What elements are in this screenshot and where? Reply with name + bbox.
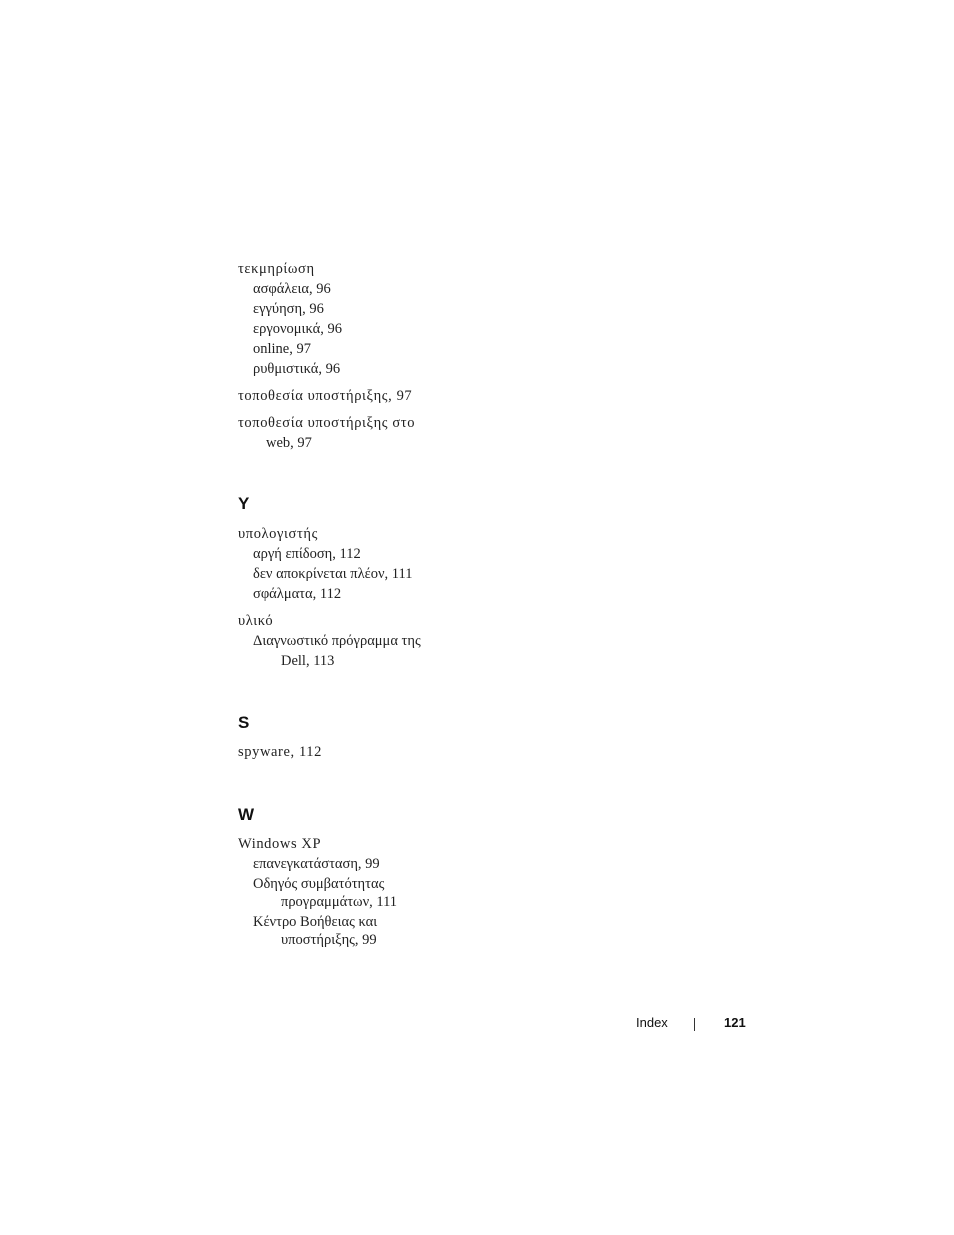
index-term-continuation: web, 97 (266, 435, 312, 451)
index-subterm: επανεγκατάσταση, 99 (253, 856, 380, 872)
index-section-y (238, 524, 498, 671)
index-subterm: Κέντρο Βοήθειας και (253, 914, 378, 930)
index-term: spyware, 112 (238, 744, 322, 760)
index-subterm: σφάλματα, 112 (253, 586, 342, 602)
index-subterm: ρυθμιστικά, 96 (253, 361, 341, 377)
index-letter-heading: Y (238, 494, 250, 513)
index-subterm-continuation: υποστήριξης, 99 (281, 932, 377, 948)
index-subterm: online, 97 (253, 341, 311, 357)
page-number: 121 (724, 1015, 746, 1030)
index-subterm: αργή επίδοση, 112 (253, 546, 361, 562)
index-subterm-continuation: προγραμμάτων, 111 (281, 894, 398, 910)
index-section-w (238, 834, 498, 950)
index-subterm: δεν αποκρίνεται πλέον, 111 (253, 566, 413, 582)
index-term: Windows XP (238, 836, 322, 852)
footer-label: Index (636, 1015, 668, 1030)
index-letter-heading: W (238, 805, 255, 824)
footer-separator (694, 1018, 695, 1031)
index-term: τοποθεσία υποστήριξης στο (238, 415, 416, 431)
index-section-s (238, 742, 498, 762)
index-subterm: εγγύηση, 96 (253, 301, 324, 317)
index-subterm-continuation: Dell, 113 (281, 653, 335, 669)
index-subterm: Οδηγός συμβατότητας (253, 876, 385, 892)
index-term: υλικό (238, 613, 274, 629)
index-subterm: Διαγνωστικό πρόγραμμα της (253, 633, 421, 649)
index-section-t (238, 259, 498, 453)
index-subterm: εργονομικά, 96 (253, 321, 342, 337)
index-subterm: ασφάλεια, 96 (253, 281, 331, 297)
index-term: τεκμηρίωση (238, 261, 315, 277)
index-term: υπολογιστής (238, 526, 318, 542)
index-term: τοποθεσία υποστήριξης, 97 (238, 388, 413, 404)
index-letter-heading: S (238, 713, 250, 732)
